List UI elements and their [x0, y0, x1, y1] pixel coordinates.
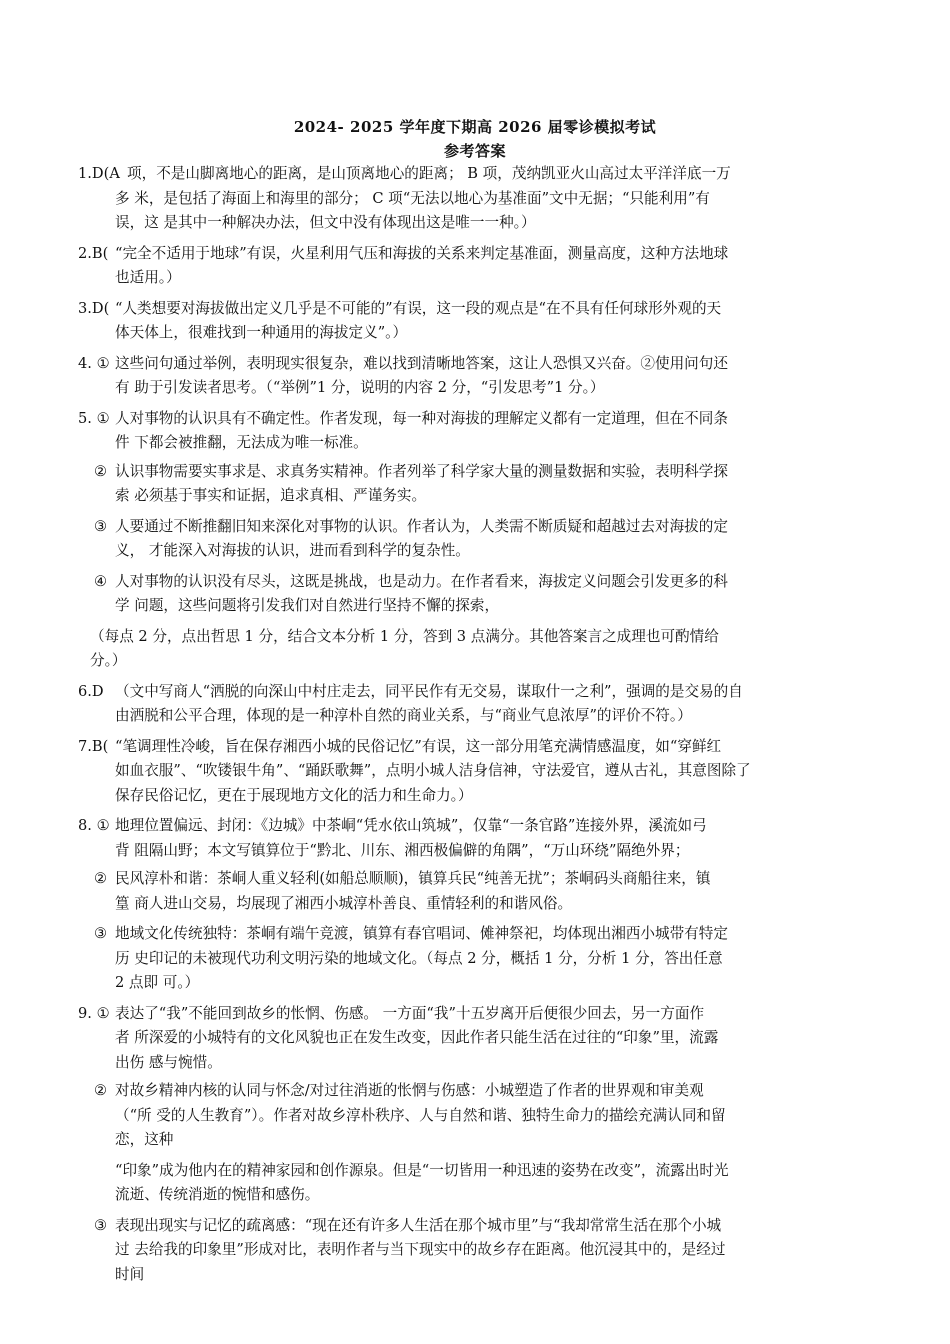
- answer-line: 由洒脱和公平合理，体现的是一种淳朴自然的商业关系，与“商业气息浓厚”的评价不符。）: [115, 707, 692, 724]
- answer-number: 2.B(: [78, 244, 109, 262]
- answer-number: 9. ①: [78, 1004, 110, 1022]
- answer-line: 分。）: [90, 652, 127, 669]
- answer-point: [78, 922, 878, 996]
- scoring-note: [78, 625, 878, 674]
- answer-item-7: [78, 735, 878, 809]
- answer-number: 8. ①: [78, 817, 110, 834]
- answer-line: 项，不是山脚离地心的距离，是山顶离地心的距离； B 项，茂纳凯亚火山高过太平洋洋底一万: [127, 165, 731, 182]
- answer-number: 4. ①: [78, 354, 110, 372]
- answer-item-6: [78, 680, 878, 729]
- answer-line: “人类想要对海拔做出定义几乎是不可能的”有误，这一段的观点是“在不具有任何球形外观的天: [115, 299, 722, 317]
- answer-number: 3.D(: [78, 299, 110, 317]
- answer-point: [78, 1079, 878, 1153]
- answer-continuation: [78, 1159, 878, 1208]
- answer-line: （文中写商人“洒脱的向深山中村庄走去，同平民作有无交易，谋取什一之利”，强调的是交易的自: [115, 682, 743, 700]
- answer-line: 对故乡精神内核的认同与怀念/对过往消逝的怅惘与伤感：小城塑造了作者的世界观和审美观: [115, 1082, 704, 1099]
- answer-line: 误，这 是其中一种解决办法，但文中没有体现出这是唯一一种。）: [115, 214, 536, 231]
- answer-number: 6.D: [78, 682, 104, 700]
- answer-line: 义， 才能深入对海拔的认识，进而看到科学的复杂性。: [115, 542, 470, 559]
- answer-item-3: [78, 297, 878, 346]
- answer-line: “印象”成为他内在的精神家园和创作源泉。但是“一切皆用一种迅速的姿势在改变”，流露出时光: [115, 1161, 729, 1179]
- answer-line: 人要通过不断推翻旧知来深化对事物的认识。作者认为，人类需不断质疑和超越过去对海拔的定: [115, 517, 728, 535]
- answer-line: 如血衣服”、“吹镂银牛角”、“踊跃歌舞”，点明小城人洁身信神，守法爱官，遵从古礼，其意图除了: [115, 762, 751, 779]
- point-marker: ②: [94, 1082, 108, 1099]
- answer-line: 有 助于引发读者思考。（“举例”1 分，说明的内容 2 分，“引发思考”1 分。）: [115, 379, 605, 396]
- answer-point: [78, 570, 878, 619]
- answer-line: 时间: [115, 1265, 145, 1283]
- answer-list: [78, 162, 878, 1293]
- answer-line: 者 所深爱的小城特有的文化风貌也正在发生改变，因此作者只能生活在过往的“印象”里，流露: [115, 1029, 719, 1046]
- answer-line: 学 问题，这些问题将引发我们对自然进行坚持不懈的探索，: [115, 597, 500, 614]
- answer-item-4: [78, 352, 878, 401]
- document-subtitle: 参考答案: [443, 142, 506, 160]
- answer-line: 民风淳朴和谐：茶峒人重义轻利(如船总顺顺)，镇算兵民“纯善无扰”；茶峒码头商船往来，镇: [115, 870, 711, 887]
- point-marker: ②: [94, 462, 108, 480]
- answer-item-9: [78, 1002, 878, 1076]
- answer-item-8: [78, 814, 878, 863]
- answer-line: 人对事物的认识具有不确定性。作者发现，每一种对海拔的理解定义都有一定道理，但在不同条: [115, 409, 728, 427]
- answer-number: 1.D(A: [78, 165, 120, 182]
- answer-line: 篁 商人进山交易，均展现了湘西小城淳朴善良、重情轻利的和谐风俗。: [115, 894, 573, 912]
- point-marker: ②: [94, 870, 108, 887]
- answer-line: 人对事物的认识没有尽头，这既是挑战，也是动力。在作者看来，海拔定义问题会引发更多的科: [115, 572, 728, 590]
- answer-number: 7.B(: [78, 737, 109, 755]
- point-marker: ④: [94, 572, 108, 590]
- answer-line: 历 史印记的未被现代功利文明污染的地域文化。（每点 2 分，概括 1 分，分析 1 分，答出任意: [115, 949, 723, 967]
- answer-line: 流逝、传统消逝的惋惜和感伤。: [115, 1186, 320, 1203]
- answer-line: 表达了“我”不能回到故乡的怅惘、伤感。 一方面“我”十五岁离开后便很少回去，另一方面作: [115, 1004, 705, 1022]
- document-title: 2024- 2025 学年度下期高 2026 届零诊模拟考试: [293, 118, 657, 136]
- answer-item-5: [78, 407, 878, 456]
- answer-line: （每点 2 分，点出哲思 1 分，结合文本分析 1 分，答到 3 点满分。其他答案言之成理也可酌情给: [90, 627, 719, 645]
- answer-number: 5. ①: [78, 409, 110, 427]
- answer-item-1: [78, 162, 878, 236]
- point-marker: ③: [94, 517, 108, 535]
- answer-line: 体天体上，很难找到一种通用的海拔定义”。）: [115, 324, 408, 341]
- answer-line: 这些问句通过举例，表明现实很复杂，难以找到清晰地答案，这让人恐惧又兴奋。②使用问句还: [115, 354, 728, 372]
- answer-line: 2 点即 可。）: [115, 974, 200, 991]
- answer-line: 出伤 感与惋惜。: [115, 1053, 222, 1071]
- point-marker: ③: [94, 925, 108, 942]
- answer-line: “笔调理性冷峻，旨在保存湘西小城的民俗记忆”有误，这一部分用笔充满情感温度，如“穿鲜红: [115, 737, 722, 755]
- answer-line: 件 下都会被推翻，无法成为唯一标准。: [115, 434, 368, 451]
- answer-line: “完全不适用于地球”有误，火星利用气压和海拔的关系来判定基准面，测量高度，这种方法地球: [115, 244, 729, 262]
- answer-item-2: [78, 242, 878, 291]
- answer-point: [78, 515, 878, 564]
- answer-point: [78, 867, 878, 916]
- answer-line: 也适用。）: [115, 269, 181, 286]
- answer-line: 地域文化传统独特：茶峒有端午竞渡，镇算有春官唱词、傩神祭祀，均体现出湘西小城带有特定: [115, 925, 728, 942]
- answer-line: 索 必须基于事实和证据，追求真相、严谨务实。: [115, 487, 427, 504]
- answer-line: 地理位置偏远、封闭：《边城》中茶峒“凭水依山筑城”，仅靠“一条官路”连接外界，溪流如弓: [115, 817, 707, 834]
- answer-line: 保存民俗记忆，更在于展现地方文化的活力和生命力。）: [115, 786, 473, 804]
- answer-line: 恋，这种: [115, 1131, 174, 1148]
- answer-line: 多 米，是包括了海面上和海里的部分； C 项“无法以地心为基准面”文中无据；“只能利用”有: [115, 189, 710, 207]
- answer-point: [78, 1214, 878, 1288]
- answer-line: 背 阻隔山野；本文写镇算位于“黔北、川东、湘西极偏僻的角隅”，“万山环绕”隔绝外界；: [115, 841, 690, 859]
- answer-line: 表现出现实与记忆的疏离感：“现在还有许多人生活在那个城市里”与“我却常常生活在那个小城: [115, 1216, 722, 1234]
- answer-point: [78, 460, 878, 509]
- answer-line: 过 去给我的印象里”形成对比，表明作者与当下现实中的故乡存在距离。他沉浸其中的，是经过: [115, 1241, 726, 1258]
- answer-line: （“所 受的人生教育”）。作者对故乡淳朴秩序、人与自然和谐、独特生命力的描绘充满认同和留: [115, 1106, 726, 1124]
- answer-line: 认识事物需要实事求是、求真务实精神。作者列举了科学家大量的测量数据和实验，表明科学探: [115, 462, 728, 480]
- point-marker: ③: [94, 1216, 108, 1234]
